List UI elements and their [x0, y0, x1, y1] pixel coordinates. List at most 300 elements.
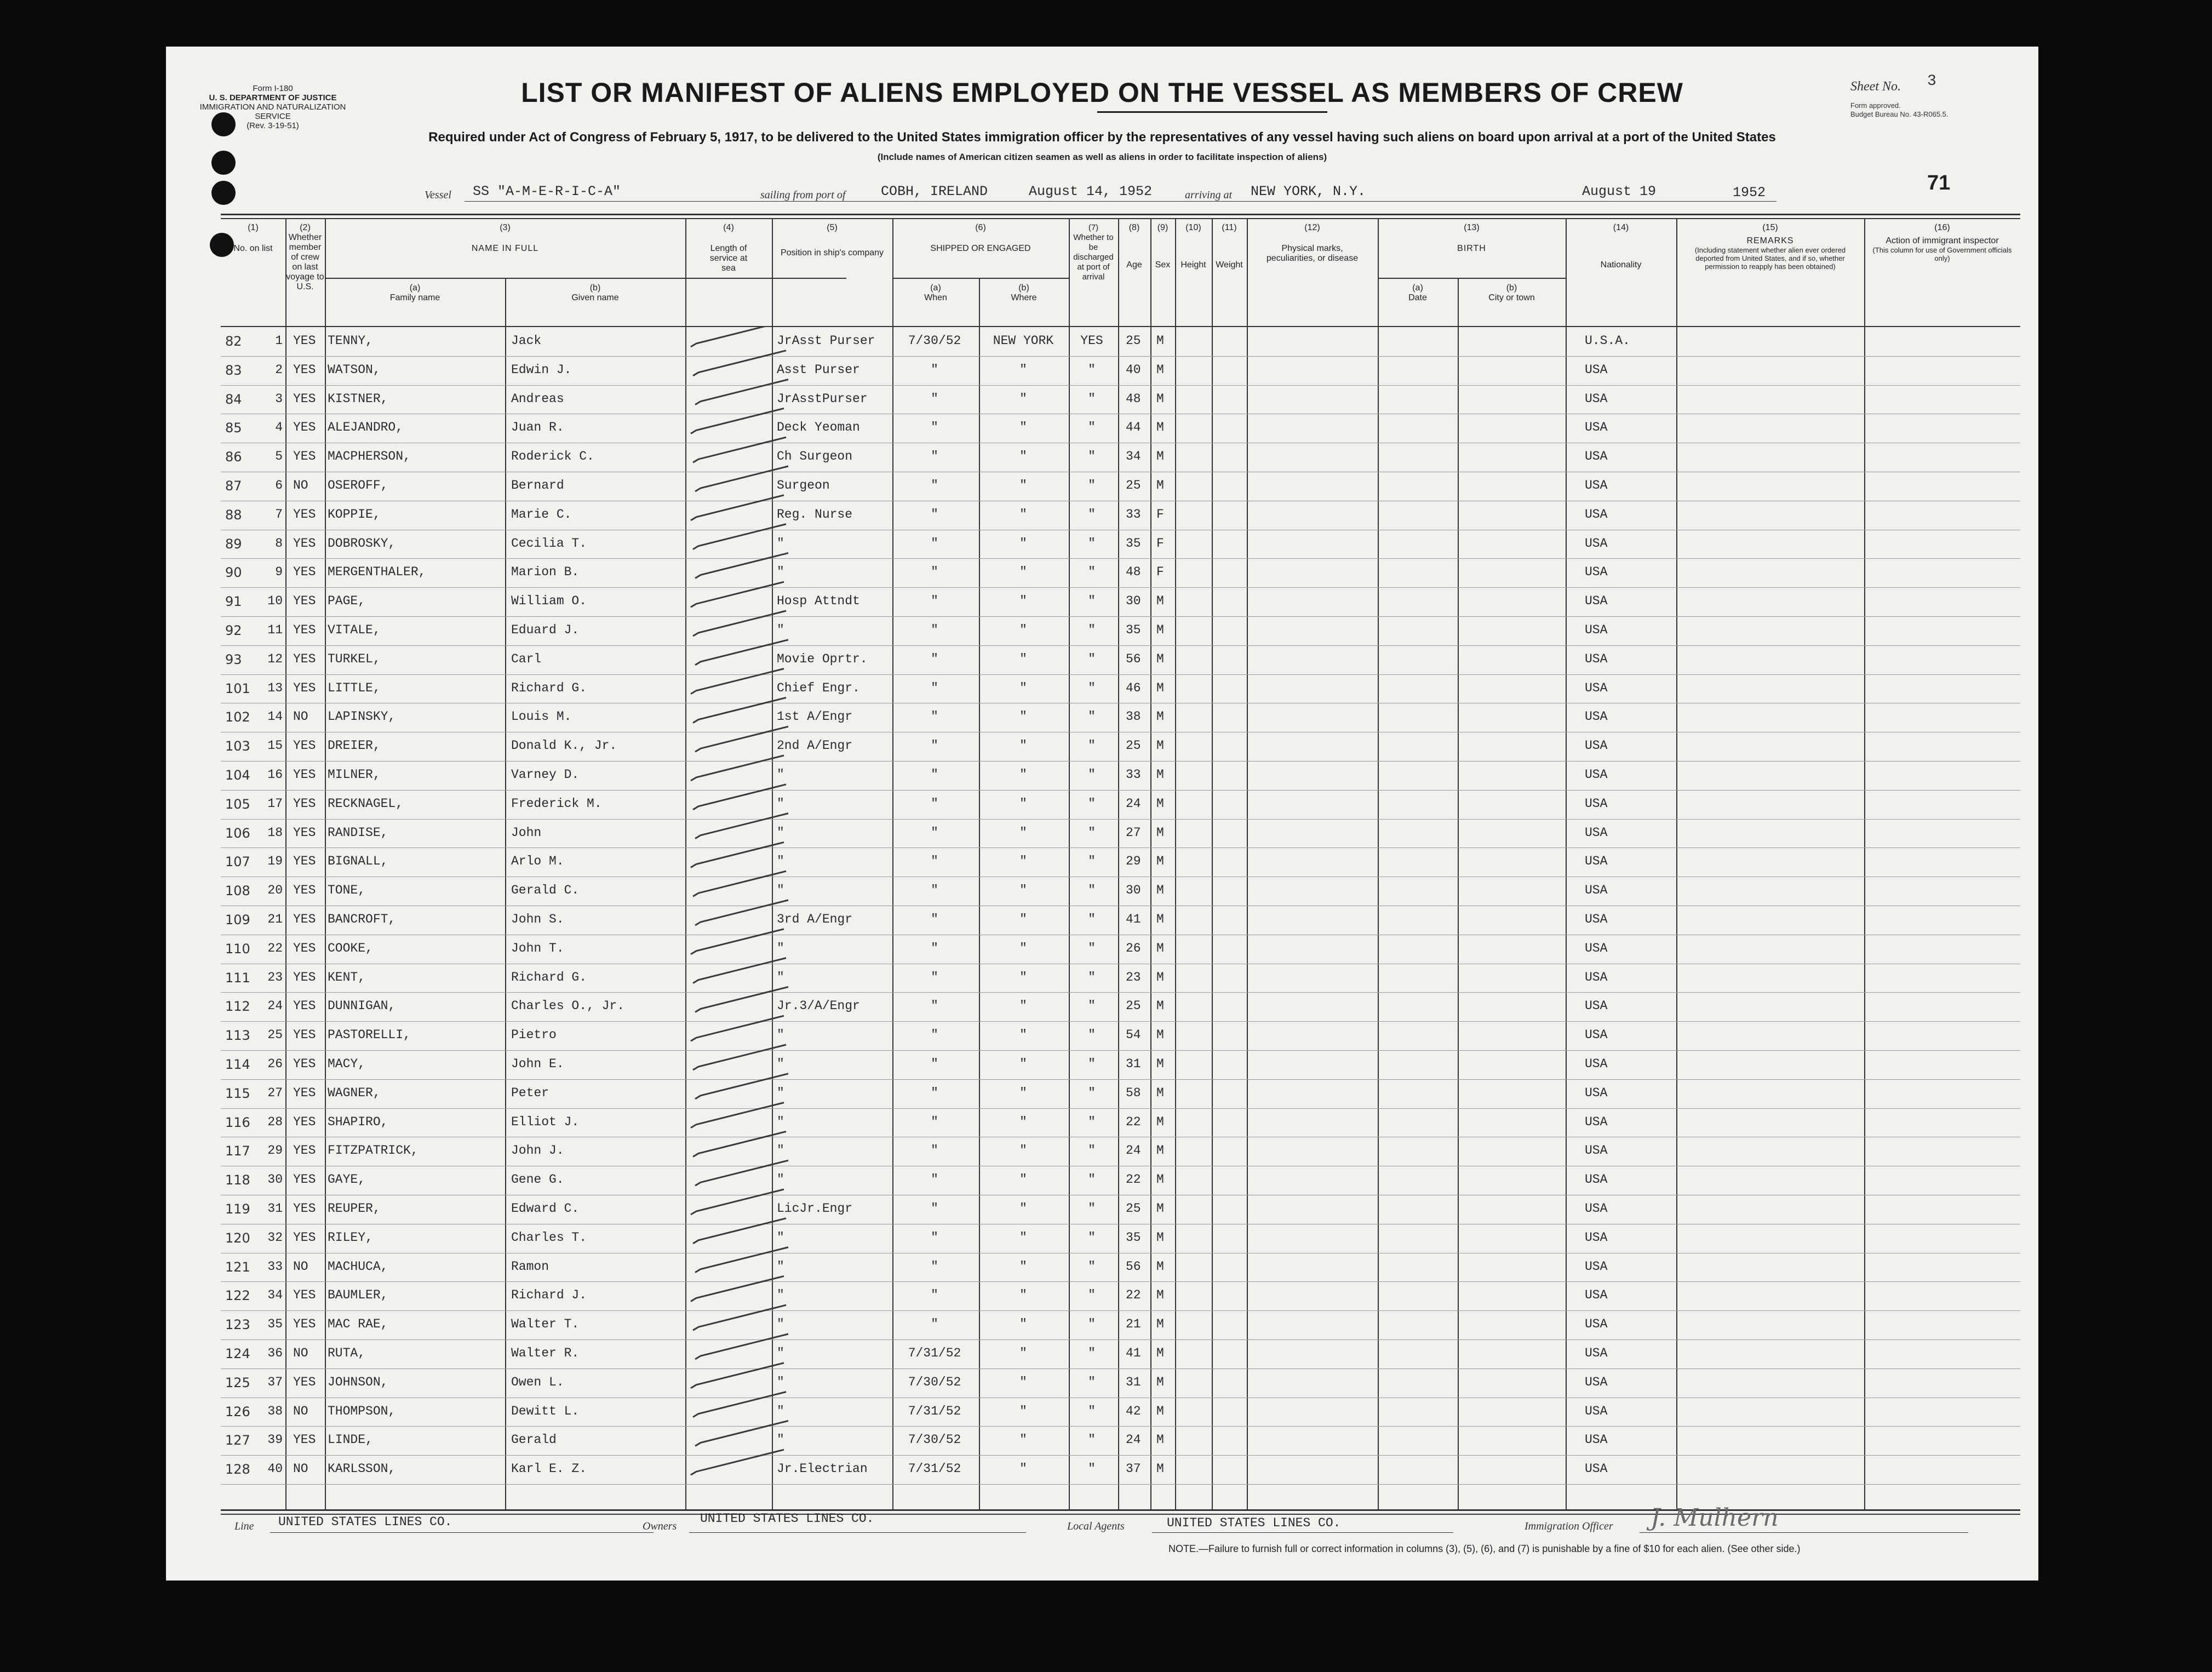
sheet-number-value: 3 — [1927, 73, 1936, 90]
row-shipped-when: 7/30/52 — [908, 1375, 961, 1389]
col-6-header: (6) SHIPPED OR ENGAGED — [930, 223, 1031, 253]
row-nationality: USA — [1585, 362, 1608, 377]
row-crew-last-voyage: YES — [293, 825, 316, 840]
row-sex: M — [1156, 420, 1164, 435]
row-reference-number: 91 — [225, 594, 242, 610]
row-reference-number: 107 — [225, 854, 250, 870]
row-sex: M — [1156, 1172, 1164, 1187]
row-sex: M — [1156, 478, 1164, 493]
row-family-name: VITALE, — [328, 623, 381, 637]
row-divider — [221, 1108, 2020, 1109]
row-shipped-where: " — [1019, 1346, 1027, 1360]
row-family-name: BIGNALL, — [328, 854, 388, 869]
row-nationality: USA — [1585, 883, 1608, 898]
row-shipped-when: " — [931, 1259, 938, 1274]
row-shipped-when: " — [931, 651, 938, 666]
row-crew-last-voyage: YES — [293, 362, 316, 377]
row-age: 42 — [1126, 1404, 1141, 1418]
row-sex: M — [1156, 1404, 1164, 1418]
row-divider — [221, 356, 2020, 357]
check-mark — [693, 871, 786, 896]
voyage-underline — [878, 201, 1777, 202]
sheet-number-label: Sheet No. — [1850, 79, 1901, 94]
row-reference-number: 121 — [225, 1259, 250, 1275]
row-age: 27 — [1126, 825, 1141, 840]
check-mark — [695, 553, 788, 578]
row-discharged: " — [1088, 680, 1096, 695]
row-discharged: " — [1088, 391, 1096, 406]
col-16-header: (16) Action of immigrant inspector (This column for use of Government officials only) — [1872, 223, 2012, 262]
row-reference-number: 103 — [225, 738, 250, 754]
row-reference-number: 87 — [225, 478, 242, 494]
row-shipped-when: " — [931, 507, 938, 522]
row-divider — [221, 1050, 2020, 1051]
row-family-name: BANCROFT, — [328, 912, 396, 926]
row-given-name: Marion B. — [511, 565, 580, 580]
row-discharged: " — [1088, 478, 1096, 493]
row-shipped-where: " — [1019, 1288, 1027, 1303]
row-sex: M — [1156, 796, 1164, 811]
row-discharged: " — [1088, 565, 1096, 580]
row-nationality: USA — [1585, 709, 1608, 724]
title-underline — [1097, 111, 1327, 113]
row-age: 24 — [1126, 1433, 1141, 1447]
row-crew-last-voyage: YES — [293, 536, 316, 551]
row-sex: M — [1156, 768, 1164, 782]
row-given-name: Edward C. — [511, 1201, 580, 1216]
row-crew-last-voyage: YES — [293, 1057, 316, 1071]
row-position: " — [777, 565, 784, 580]
row-crew-last-voyage: YES — [293, 1433, 316, 1447]
check-mark — [695, 900, 788, 925]
row-age: 25 — [1126, 334, 1141, 348]
row-age: 25 — [1126, 738, 1141, 753]
row-divider — [221, 1368, 2020, 1369]
row-shipped-when: " — [931, 1085, 938, 1100]
row-discharged: " — [1088, 883, 1096, 898]
row-list-number: 31 — [267, 1201, 283, 1216]
col-12-header: (12) Physical marks, peculiarities, or disease — [1266, 223, 1359, 263]
row-crew-last-voyage: YES — [293, 970, 316, 984]
row-discharged: " — [1088, 1114, 1096, 1129]
check-mark — [693, 437, 786, 462]
row-family-name: MERGENTHALER, — [328, 565, 426, 580]
row-reference-number: 122 — [225, 1288, 250, 1304]
row-given-name: Richard G. — [511, 680, 587, 695]
row-shipped-where: " — [1019, 536, 1027, 551]
row-reference-number: 113 — [225, 1028, 250, 1044]
row-nationality: USA — [1585, 478, 1608, 493]
row-list-number: 36 — [267, 1346, 283, 1360]
row-given-name: Jack — [511, 334, 542, 348]
row-family-name: COOKE, — [328, 941, 373, 955]
row-nationality: USA — [1585, 391, 1608, 406]
row-shipped-where: " — [1019, 1375, 1027, 1389]
col-8-header: (8) Age — [1126, 223, 1142, 270]
row-position: " — [777, 1404, 784, 1418]
row-shipped-where: " — [1019, 594, 1027, 609]
row-crew-last-voyage: YES — [293, 883, 316, 898]
row-divider — [221, 1339, 2020, 1340]
vessel-label: Vessel — [425, 189, 451, 201]
row-given-name: Walter R. — [511, 1346, 580, 1360]
row-crew-last-voyage: NO — [293, 1462, 308, 1476]
row-shipped-where: " — [1019, 478, 1027, 493]
row-reference-number: 118 — [225, 1172, 250, 1188]
row-crew-last-voyage: NO — [293, 1259, 308, 1274]
row-family-name: LINDE, — [328, 1433, 373, 1447]
row-shipped-when: " — [931, 362, 938, 377]
row-sex: M — [1156, 1201, 1164, 1216]
row-nationality: USA — [1585, 1057, 1608, 1071]
row-sex: M — [1156, 1317, 1164, 1332]
row-age: 30 — [1126, 594, 1141, 609]
row-age: 25 — [1126, 999, 1141, 1013]
row-position: " — [777, 1057, 784, 1071]
budget-bureau-text: Budget Bureau No. 43-R065.5. — [1850, 110, 1949, 118]
row-list-number: 39 — [267, 1433, 283, 1447]
row-age: 24 — [1126, 1143, 1141, 1158]
row-shipped-when: " — [931, 478, 938, 493]
row-family-name: PAGE, — [328, 594, 366, 609]
row-given-name: Arlo M. — [511, 854, 564, 869]
row-reference-number: 89 — [225, 536, 242, 552]
column-divider — [1175, 218, 1176, 1509]
row-nationality: USA — [1585, 1230, 1608, 1245]
owners-label: Owners — [643, 1520, 677, 1532]
form-approved-text: Form approved. — [1850, 101, 1901, 110]
row-sex: M — [1156, 1085, 1164, 1100]
row-age: 35 — [1126, 1230, 1141, 1245]
row-sex: M — [1156, 883, 1164, 898]
row-crew-last-voyage: YES — [293, 1172, 316, 1187]
row-family-name: PASTORELLI, — [328, 1028, 411, 1043]
check-mark — [693, 1305, 786, 1330]
row-crew-last-voyage: YES — [293, 941, 316, 955]
row-family-name: MAC RAE, — [328, 1317, 388, 1332]
row-shipped-where: " — [1019, 1230, 1027, 1245]
row-list-number: 6 — [275, 478, 283, 493]
row-crew-last-voyage: YES — [293, 796, 316, 811]
table-top-border — [221, 218, 2020, 219]
row-divider — [221, 385, 2020, 386]
row-divider — [221, 1281, 2020, 1282]
row-age: 30 — [1126, 883, 1141, 898]
row-shipped-where: " — [1019, 507, 1027, 522]
row-crew-last-voyage: NO — [293, 1346, 308, 1360]
column-divider — [1566, 218, 1567, 1509]
row-crew-last-voyage: YES — [293, 623, 316, 637]
row-given-name: Charles O., Jr. — [511, 999, 625, 1013]
line-label: Line — [234, 1520, 254, 1532]
name-subheader-line — [325, 278, 846, 279]
row-list-number: 1 — [275, 334, 283, 348]
row-sex: M — [1156, 854, 1164, 869]
row-crew-last-voyage: YES — [293, 1114, 316, 1129]
row-reference-number: 114 — [225, 1057, 250, 1072]
row-shipped-where: " — [1019, 825, 1027, 840]
row-crew-last-voyage: YES — [293, 854, 316, 869]
penalty-note: NOTE.—Failure to furnish full or correct information in columns (3), (5), (6), and (7) is punishable by a fine of $10 for each alien. (See other side.) — [1168, 1543, 1801, 1554]
row-nationality: USA — [1585, 1114, 1608, 1129]
row-age: 48 — [1126, 391, 1141, 406]
row-given-name: Ramon — [511, 1259, 549, 1274]
check-mark — [693, 524, 786, 549]
row-nationality: USA — [1585, 449, 1608, 464]
row-shipped-where: " — [1019, 970, 1027, 984]
row-nationality: USA — [1585, 1462, 1608, 1476]
row-list-number: 18 — [267, 825, 283, 840]
row-position: " — [777, 1230, 784, 1245]
port-from: COBH, IRELAND — [881, 184, 988, 199]
row-given-name: Louis M. — [511, 709, 572, 724]
row-position: Asst Purser — [777, 362, 860, 377]
row-sex: M — [1156, 651, 1164, 666]
birth-subheader-line — [1378, 278, 1566, 279]
row-divider — [221, 1484, 2020, 1485]
row-sex: M — [1156, 1433, 1164, 1447]
row-crew-last-voyage: YES — [293, 334, 316, 348]
row-age: 41 — [1126, 912, 1141, 926]
officer-underline — [1640, 1532, 1968, 1533]
row-sex: M — [1156, 680, 1164, 695]
row-nationality: USA — [1585, 1346, 1608, 1360]
check-mark — [695, 1247, 788, 1273]
row-reference-number: 101 — [225, 680, 250, 696]
row-sex: M — [1156, 391, 1164, 406]
check-mark — [691, 1450, 784, 1475]
col-15-header: (15) REMARKS (Including statement whether alien ever ordered deported from United States, and if so, whether permission to reapply has been obtained) — [1694, 223, 1846, 271]
row-position: " — [777, 1433, 784, 1447]
row-discharged: " — [1088, 854, 1096, 869]
row-family-name: ALEJANDRO, — [328, 420, 404, 435]
row-divider — [221, 1455, 2020, 1456]
row-crew-last-voyage: NO — [293, 709, 308, 724]
row-age: 25 — [1126, 1201, 1141, 1216]
col-11-header: (11) Weight — [1216, 223, 1243, 270]
row-age: 38 — [1126, 709, 1141, 724]
row-discharged: " — [1088, 999, 1096, 1013]
row-given-name: Marie C. — [511, 507, 572, 522]
row-list-number: 29 — [267, 1143, 283, 1158]
row-divider — [221, 558, 2020, 559]
col-10-header: (10) Height — [1181, 223, 1206, 270]
row-sex: M — [1156, 941, 1164, 955]
row-sex: M — [1156, 1028, 1164, 1043]
row-nationality: USA — [1585, 825, 1608, 840]
row-shipped-where: " — [1019, 912, 1027, 926]
row-nationality: USA — [1585, 1404, 1608, 1418]
row-nationality: USA — [1585, 1085, 1608, 1100]
row-shipped-where: " — [1019, 391, 1027, 406]
row-given-name: Varney D. — [511, 768, 580, 782]
row-shipped-when: " — [931, 1288, 938, 1303]
col-7-header: (7) Whether to be discharged at port of arrival — [1073, 223, 1114, 282]
row-shipped-where: " — [1019, 1057, 1027, 1071]
row-nationality: USA — [1585, 1028, 1608, 1043]
row-family-name: RECKNAGEL, — [328, 796, 404, 811]
row-reference-number: 108 — [225, 883, 250, 899]
check-mark — [691, 326, 784, 347]
row-position: " — [777, 1346, 784, 1360]
row-crew-last-voyage: YES — [293, 1317, 316, 1332]
row-family-name: KISTNER, — [328, 391, 388, 406]
manifest-sheet — [166, 47, 2038, 1581]
row-given-name: John S. — [511, 912, 564, 926]
row-discharged: " — [1088, 768, 1096, 782]
row-divider — [221, 1310, 2020, 1311]
row-sex: M — [1156, 1230, 1164, 1245]
row-position: " — [777, 1259, 784, 1274]
row-list-number: 30 — [267, 1172, 283, 1187]
check-mark — [693, 1131, 786, 1156]
row-nationality: USA — [1585, 594, 1608, 609]
row-given-name: Owen L. — [511, 1375, 564, 1389]
row-shipped-when: " — [931, 709, 938, 724]
check-mark — [691, 1363, 784, 1388]
column-divider — [1864, 218, 1865, 1509]
row-divider — [221, 992, 2020, 993]
row-discharged: " — [1088, 1057, 1096, 1071]
row-shipped-when: " — [931, 854, 938, 869]
row-nationality: USA — [1585, 1317, 1608, 1332]
row-reference-number: 106 — [225, 825, 250, 841]
checkmark-overlay — [685, 326, 877, 1509]
row-sex: F — [1156, 536, 1164, 551]
sailing-label: sailing from port of — [760, 189, 846, 201]
officer-label: Immigration Officer — [1525, 1520, 1613, 1532]
row-shipped-where: " — [1019, 854, 1027, 869]
row-family-name: DUNNIGAN, — [328, 999, 396, 1013]
row-divider — [221, 1426, 2020, 1427]
row-position: Jr.Electrian — [777, 1462, 868, 1476]
page-title: LIST OR MANIFEST OF ALIENS EMPLOYED ON THE VESSEL AS MEMBERS OF CREW — [521, 77, 1683, 108]
row-discharged: " — [1088, 825, 1096, 840]
row-family-name: TENNY, — [328, 334, 373, 348]
row-position: " — [777, 941, 784, 955]
row-reference-number: 90 — [225, 565, 242, 581]
row-reference-number: 119 — [225, 1201, 250, 1217]
row-divider — [221, 819, 2020, 820]
row-crew-last-voyage: YES — [293, 912, 316, 926]
column-divider — [1378, 218, 1379, 1509]
row-nationality: USA — [1585, 651, 1608, 666]
row-discharged: " — [1088, 1085, 1096, 1100]
row-age: 31 — [1126, 1057, 1141, 1071]
row-shipped-when: " — [931, 941, 938, 955]
shipped-subheader-line — [892, 278, 1069, 279]
check-mark — [691, 408, 784, 433]
col-1-header: (1) No. on list — [233, 223, 273, 253]
row-reference-number: 93 — [225, 651, 242, 667]
row-reference-number: 104 — [225, 768, 250, 783]
row-discharged: " — [1088, 738, 1096, 753]
row-nationality: USA — [1585, 680, 1608, 695]
column-divider — [325, 218, 326, 1509]
row-age: 48 — [1126, 565, 1141, 580]
row-shipped-when: " — [931, 391, 938, 406]
row-crew-last-voyage: YES — [293, 738, 316, 753]
row-reference-number: 125 — [225, 1375, 250, 1390]
row-family-name: SHAPIRO, — [328, 1114, 388, 1129]
row-nationality: U.S.A. — [1585, 334, 1630, 348]
row-discharged: " — [1088, 1143, 1096, 1158]
row-family-name: JOHNSON, — [328, 1375, 388, 1389]
row-shipped-when: 7/31/52 — [908, 1404, 961, 1418]
row-reference-number: 123 — [225, 1317, 250, 1333]
row-family-name: LITTLE, — [328, 680, 381, 695]
row-list-number: 4 — [275, 420, 283, 435]
row-shipped-where: " — [1019, 1317, 1027, 1332]
row-discharged: " — [1088, 970, 1096, 984]
row-given-name: Carl — [511, 651, 542, 666]
row-shipped-when: " — [931, 1230, 938, 1245]
row-nationality: USA — [1585, 999, 1608, 1013]
row-discharged: YES — [1080, 334, 1103, 348]
row-crew-last-voyage: YES — [293, 1143, 316, 1158]
row-position: " — [777, 970, 784, 984]
column-divider — [1212, 218, 1213, 1509]
row-shipped-where: " — [1019, 420, 1027, 435]
check-mark — [695, 466, 788, 491]
row-shipped-where: " — [1019, 1172, 1027, 1187]
row-crew-last-voyage: YES — [293, 1375, 316, 1389]
row-shipped-where: " — [1019, 1143, 1027, 1158]
row-shipped-when: 7/30/52 — [908, 334, 961, 348]
row-age: 58 — [1126, 1085, 1141, 1100]
row-shipped-where: " — [1019, 738, 1027, 753]
row-family-name: THOMPSON, — [328, 1404, 396, 1418]
row-position: JrAsst Purser — [777, 334, 875, 348]
row-nationality: USA — [1585, 507, 1608, 522]
row-given-name: Dewitt L. — [511, 1404, 580, 1418]
check-mark — [695, 1421, 788, 1446]
row-shipped-where: " — [1019, 1028, 1027, 1043]
row-reference-number: 110 — [225, 941, 250, 957]
row-age: 23 — [1126, 970, 1141, 984]
row-list-number: 2 — [275, 362, 283, 377]
row-reference-number: 117 — [225, 1143, 250, 1159]
row-given-name: Eduard J. — [511, 623, 580, 637]
check-mark — [695, 1160, 788, 1186]
row-shipped-where: " — [1019, 1114, 1027, 1129]
row-crew-last-voyage: YES — [293, 1288, 316, 1303]
row-age: 35 — [1126, 623, 1141, 637]
row-list-number: 5 — [275, 449, 283, 464]
col-9-header: (9) Sex — [1155, 223, 1171, 270]
row-list-number: 10 — [267, 594, 283, 609]
row-list-number: 33 — [267, 1259, 283, 1274]
column-divider — [505, 278, 506, 1509]
row-family-name: KOPPIE, — [328, 507, 381, 522]
row-list-number: 37 — [267, 1375, 283, 1389]
row-age: 33 — [1126, 507, 1141, 522]
check-mark — [691, 1016, 784, 1041]
row-age: 22 — [1126, 1114, 1141, 1129]
row-family-name: KARLSSON, — [328, 1462, 396, 1476]
row-list-number: 13 — [267, 680, 283, 695]
officer-signature: J. Mulhern — [1651, 1504, 1779, 1532]
row-crew-last-voyage: YES — [293, 768, 316, 782]
row-nationality: USA — [1585, 420, 1608, 435]
row-discharged: " — [1088, 1172, 1096, 1187]
row-given-name: John — [511, 825, 542, 840]
row-discharged: " — [1088, 1375, 1096, 1389]
check-mark — [695, 1334, 788, 1359]
row-family-name: WAGNER, — [328, 1085, 381, 1100]
row-age: 40 — [1126, 362, 1141, 377]
column-divider — [1247, 218, 1248, 1509]
